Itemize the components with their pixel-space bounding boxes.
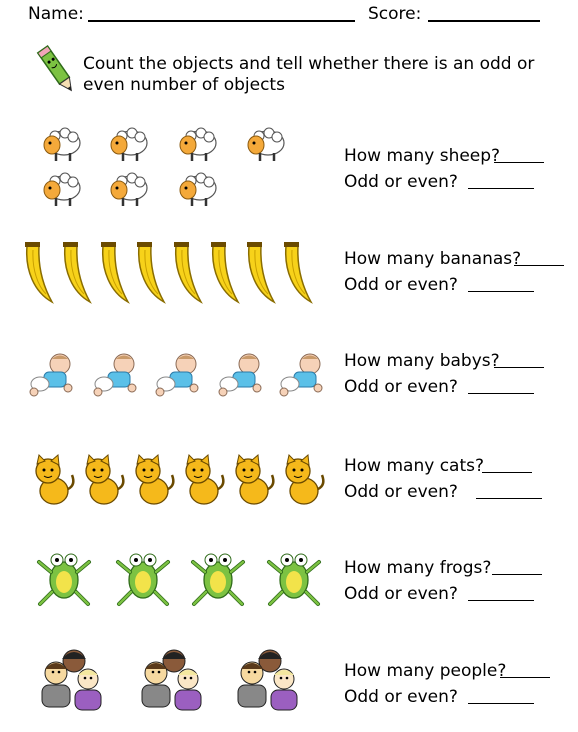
frog-icon [118,554,168,604]
question-babys: How many babys? [344,351,500,371]
odd-even-label: Odd or even? [344,687,458,707]
question-people: How many people? [344,661,507,681]
question-frogs: How many frogs? [344,558,492,578]
sheep-icon [248,128,284,161]
banana-icon [247,242,274,302]
sheep-icon [44,173,80,206]
odd-even-blank-bananas[interactable] [468,291,534,292]
people-group-icon [42,650,101,710]
frog-icon [269,554,319,604]
people-group-icon [142,650,201,710]
frog-group [0,546,340,611]
cat-group [0,452,340,507]
cat-icon [286,455,323,504]
people-group [0,645,330,715]
baby-icon [94,354,136,396]
name-field[interactable] [88,20,355,22]
odd-even-blank-babys[interactable] [468,393,534,394]
banana-group [0,238,330,308]
banana-icon [101,242,128,302]
answer-blank-people[interactable] [500,677,550,678]
odd-even-label: Odd or even? [344,377,458,397]
sheep-icon [180,173,216,206]
odd-even-blank-sheep[interactable] [468,188,534,189]
answer-blank-bananas[interactable] [514,265,564,266]
frog-icon [193,554,243,604]
instructions: Count the objects and tell whether there is an odd or even number of objects [83,54,535,95]
question-sheep: How many sheep? [344,146,501,166]
odd-even-label: Odd or even? [344,482,458,502]
sheep-icon [44,128,80,161]
cat-icon [86,455,123,504]
cat-icon [36,455,73,504]
cat-icon [236,455,273,504]
answer-blank-babys[interactable] [494,367,544,368]
banana-icon [211,242,238,302]
score-field[interactable] [428,20,540,22]
odd-even-blank-cats[interactable] [476,498,542,499]
baby-icon [156,354,198,396]
banana-icon [137,242,164,302]
odd-even-label: Odd or even? [344,584,458,604]
baby-icon [30,354,72,396]
banana-icon [284,242,311,302]
question-cats: How many cats? [344,456,485,476]
sheep-icon [111,173,147,206]
score-label: Score: [368,4,422,24]
pencil-icon [36,41,78,99]
sheep-icon [180,128,216,161]
baby-group [0,345,340,400]
baby-icon [280,354,322,396]
banana-icon [25,242,52,302]
baby-icon [219,354,261,396]
banana-icon [63,242,90,302]
answer-blank-frogs[interactable] [492,574,542,575]
people-group-icon [238,650,297,710]
answer-blank-sheep[interactable] [494,162,544,163]
odd-even-blank-people[interactable] [468,703,534,704]
odd-even-blank-frogs[interactable] [468,600,534,601]
question-bananas: How many bananas? [344,249,522,269]
answer-blank-cats[interactable] [482,472,532,473]
banana-icon [174,242,201,302]
sheep-icon [111,128,147,161]
cat-icon [136,455,173,504]
sheep-group [0,120,300,215]
frog-icon [39,554,89,604]
cat-icon [186,455,223,504]
odd-even-label: Odd or even? [344,275,458,295]
name-label: Name: [28,4,84,24]
odd-even-label: Odd or even? [344,172,458,192]
